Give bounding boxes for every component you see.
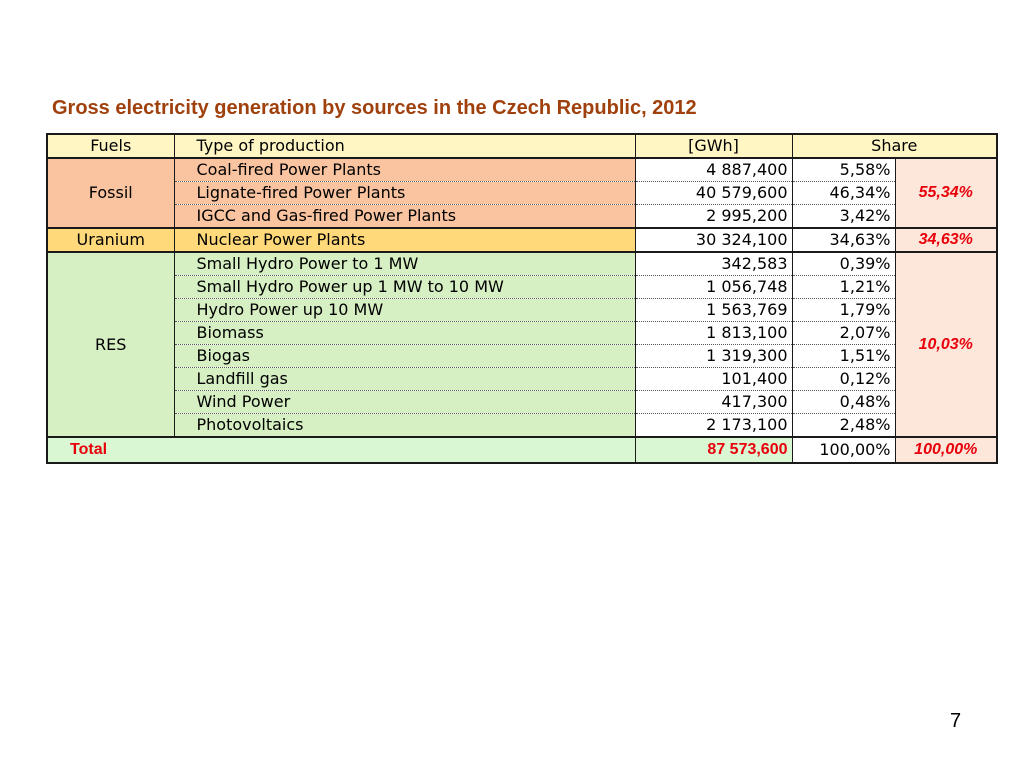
row-type: Biogas	[174, 345, 635, 368]
row-share: 1,21%	[792, 276, 895, 299]
row-type: Small Hydro Power up 1 MW to 10 MW	[174, 276, 635, 299]
row-gwh: 2 173,100	[635, 414, 792, 438]
table-row	[47, 299, 997, 322]
row-type: Photovoltaics	[174, 414, 635, 438]
table-header-row	[47, 134, 997, 158]
row-type: Hydro Power up 10 MW	[174, 299, 635, 322]
total-gwh: 87 573,600	[635, 437, 792, 463]
row-gwh: 417,300	[635, 391, 792, 414]
total-label: Total	[47, 437, 635, 463]
page-number: 7	[950, 710, 962, 732]
row-gwh: 30 324,100	[635, 228, 792, 252]
group-share-uranium: 34,63%	[895, 228, 997, 252]
table-row	[47, 345, 997, 368]
row-gwh: 4 887,400	[635, 158, 792, 182]
header-gwh: [GWh]	[635, 134, 792, 158]
total-share: 100,00%	[792, 437, 895, 463]
row-share: 0,48%	[792, 391, 895, 414]
table-row	[47, 228, 997, 252]
row-type: Small Hydro Power to 1 MW	[174, 252, 635, 276]
row-type: Wind Power	[174, 391, 635, 414]
row-share: 1,51%	[792, 345, 895, 368]
row-type: Nuclear Power Plants	[174, 228, 635, 252]
page-title: Gross electricity generation by sources in the Czech Republic, 2012	[52, 97, 697, 119]
row-type: IGCC and Gas-fired Power Plants	[174, 205, 635, 229]
header-share: Share	[792, 134, 997, 158]
row-type: Coal-fired Power Plants	[174, 158, 635, 182]
table-row	[47, 368, 997, 391]
table-row	[47, 252, 997, 276]
row-gwh: 2 995,200	[635, 205, 792, 229]
row-share: 46,34%	[792, 182, 895, 205]
group-share-fossil: 55,34%	[895, 158, 997, 228]
table-row	[47, 391, 997, 414]
group-label-uranium: Uranium	[47, 228, 174, 252]
row-gwh: 101,400	[635, 368, 792, 391]
generation-table	[46, 133, 998, 464]
row-share: 1,79%	[792, 299, 895, 322]
header-fuels: Fuels	[47, 134, 174, 158]
row-share: 34,63%	[792, 228, 895, 252]
row-share: 3,42%	[792, 205, 895, 229]
table-row	[47, 182, 997, 205]
total-group-share: 100,00%	[895, 437, 997, 463]
group-label-res: RES	[47, 252, 174, 437]
group-share-res: 10,03%	[895, 252, 997, 437]
row-gwh: 1 056,748	[635, 276, 792, 299]
row-share: 0,39%	[792, 252, 895, 276]
table-row	[47, 158, 997, 182]
table-row	[47, 322, 997, 345]
row-gwh: 40 579,600	[635, 182, 792, 205]
group-label-fossil: Fossil	[47, 158, 174, 228]
row-type: Landfill gas	[174, 368, 635, 391]
row-share: 2,07%	[792, 322, 895, 345]
row-type: Lignate-fired Power Plants	[174, 182, 635, 205]
row-share: 0,12%	[792, 368, 895, 391]
total-row	[47, 437, 997, 463]
row-share: 5,58%	[792, 158, 895, 182]
header-type: Type of production	[174, 134, 635, 158]
table-row	[47, 414, 997, 438]
row-type: Biomass	[174, 322, 635, 345]
row-gwh: 1 319,300	[635, 345, 792, 368]
table-row	[47, 205, 997, 229]
row-gwh: 1 563,769	[635, 299, 792, 322]
row-share: 2,48%	[792, 414, 895, 438]
table-row	[47, 276, 997, 299]
row-gwh: 1 813,100	[635, 322, 792, 345]
row-gwh: 342,583	[635, 252, 792, 276]
